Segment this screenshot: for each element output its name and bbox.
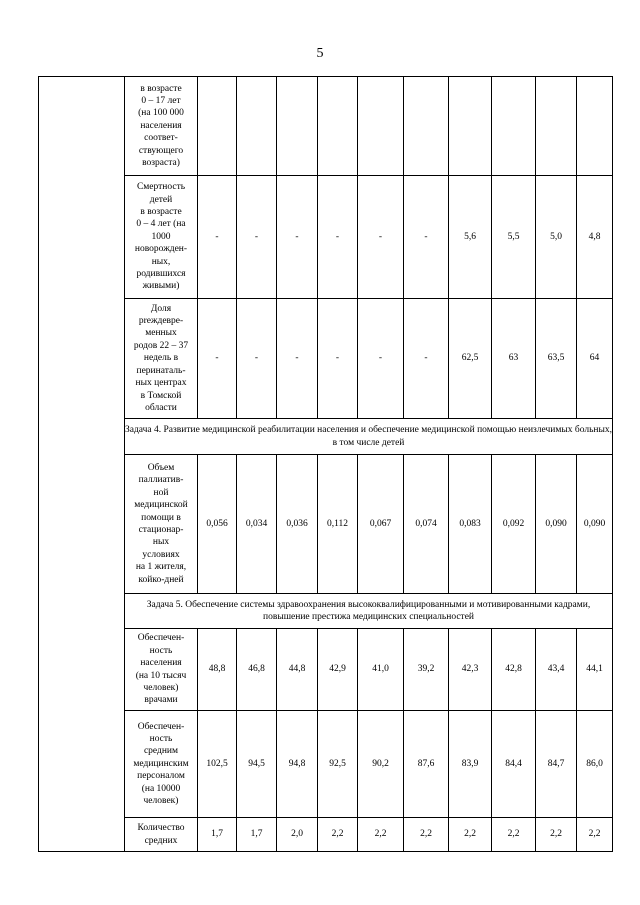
indicator-value [536,77,577,176]
indicator-value [577,77,613,176]
indicator-value: 42,8 [492,629,536,711]
indicator-value: 2,0 [277,818,318,852]
table-row [39,176,613,299]
indicator-label: Обеспечен- ность средним медицинским персоналом (на 10000 человек) [125,711,198,818]
indicator-value: 5,6 [449,176,492,299]
indicator-value: 1,7 [198,818,237,852]
indicator-value: 0,083 [449,455,492,594]
indicator-value: - [237,299,277,419]
indicator-value: - [404,176,449,299]
indicator-value: 5,0 [536,176,577,299]
indicator-value [358,77,404,176]
indicator-table [38,76,613,852]
indicator-value [237,77,277,176]
indicator-value [449,77,492,176]
indicator-value: 2,2 [449,818,492,852]
table-row [39,818,613,852]
indicator-value: 0,092 [492,455,536,594]
task-heading: Задача 4. Развитие медицинской реабилитации населения и обеспечение медицинской помощью неизлечимых больных, в том числе детей [125,419,613,455]
indicator-value: 41,0 [358,629,404,711]
indicator-value: 90,2 [358,711,404,818]
indicator-label: Обеспечен- ность населения (на 10 тысяч человек) врачами [125,629,198,711]
task-heading: Задача 5. Обеспечение системы здравоохранения высококвалифицированными и мотивированными кадрами, повышение престижа медицинских специальностей [125,594,613,629]
indicator-value: 39,2 [404,629,449,711]
indicator-value: 42,3 [449,629,492,711]
indicator-value: - [358,299,404,419]
indicator-value: 84,4 [492,711,536,818]
indicator-value: 0,036 [277,455,318,594]
indicator-value: 0,067 [358,455,404,594]
indicator-value: 94,8 [277,711,318,818]
indicator-value: 94,5 [237,711,277,818]
indicator-value: 2,2 [318,818,358,852]
indicator-value: - [318,176,358,299]
indicator-value: 48,8 [198,629,237,711]
indicator-value: 102,5 [198,711,237,818]
indicator-value: 4,8 [577,176,613,299]
indicator-value: 46,8 [237,629,277,711]
indicator-value: 86,0 [577,711,613,818]
table-row [39,711,613,818]
indicator-value: 64 [577,299,613,419]
indicator-value: - [277,299,318,419]
indicator-value: 63 [492,299,536,419]
indicator-label: Количество средних [125,818,198,852]
indicator-value: 62,5 [449,299,492,419]
table-row [39,455,613,594]
indicator-label: в возрасте 0 – 17 лет (на 100 000 населения соответ- ствующего возраста) [125,77,198,176]
indicator-value: 83,9 [449,711,492,818]
table-row [39,77,613,176]
task-row [39,594,613,629]
indicator-value: 2,2 [536,818,577,852]
indicator-value [318,77,358,176]
indicator-value: - [198,176,237,299]
indicator-value [198,77,237,176]
indicator-value: 0,090 [577,455,613,594]
indicator-label: Объем паллиатив- ной медицинской помощи в стационар- ных условиях на 1 жителя, койко-дней [125,455,198,594]
indicator-value: 0,090 [536,455,577,594]
indicator-value: 0,056 [198,455,237,594]
task-row [39,419,613,455]
indicator-value: 44,8 [277,629,318,711]
indicator-value: 92,5 [318,711,358,818]
indicator-value [404,77,449,176]
indicator-value: - [198,299,237,419]
page-number: 5 [316,46,324,61]
indicator-value: 42,9 [318,629,358,711]
indicator-value: 1,7 [237,818,277,852]
indicator-value: 2,2 [577,818,613,852]
indicator-value [492,77,536,176]
table-row [39,299,613,419]
indicator-value: - [237,176,277,299]
indicator-value: 84,7 [536,711,577,818]
blank-left-column [39,77,125,852]
indicator-value: 0,112 [318,455,358,594]
indicator-value: 87,6 [404,711,449,818]
table-row [39,629,613,711]
indicator-value: 43,4 [536,629,577,711]
indicator-value: 2,2 [358,818,404,852]
indicator-value: - [358,176,404,299]
indicator-value: 44,1 [577,629,613,711]
indicator-value: - [404,299,449,419]
indicator-value: 0,034 [237,455,277,594]
indicator-value [277,77,318,176]
indicator-value: 2,2 [404,818,449,852]
indicator-value: 0,074 [404,455,449,594]
indicator-value: 63,5 [536,299,577,419]
indicator-label: Доля preждевре- менных родов 22 – 37 недель в перинаталь- ных центрах в Томской области [125,299,198,419]
indicator-label: Смертность детей в возрасте 0 – 4 лет (на 1000 новорожден- ных, родившихся живыми) [125,176,198,299]
indicator-value: 2,2 [492,818,536,852]
indicator-value: 5,5 [492,176,536,299]
indicator-value: - [318,299,358,419]
indicator-value: - [277,176,318,299]
